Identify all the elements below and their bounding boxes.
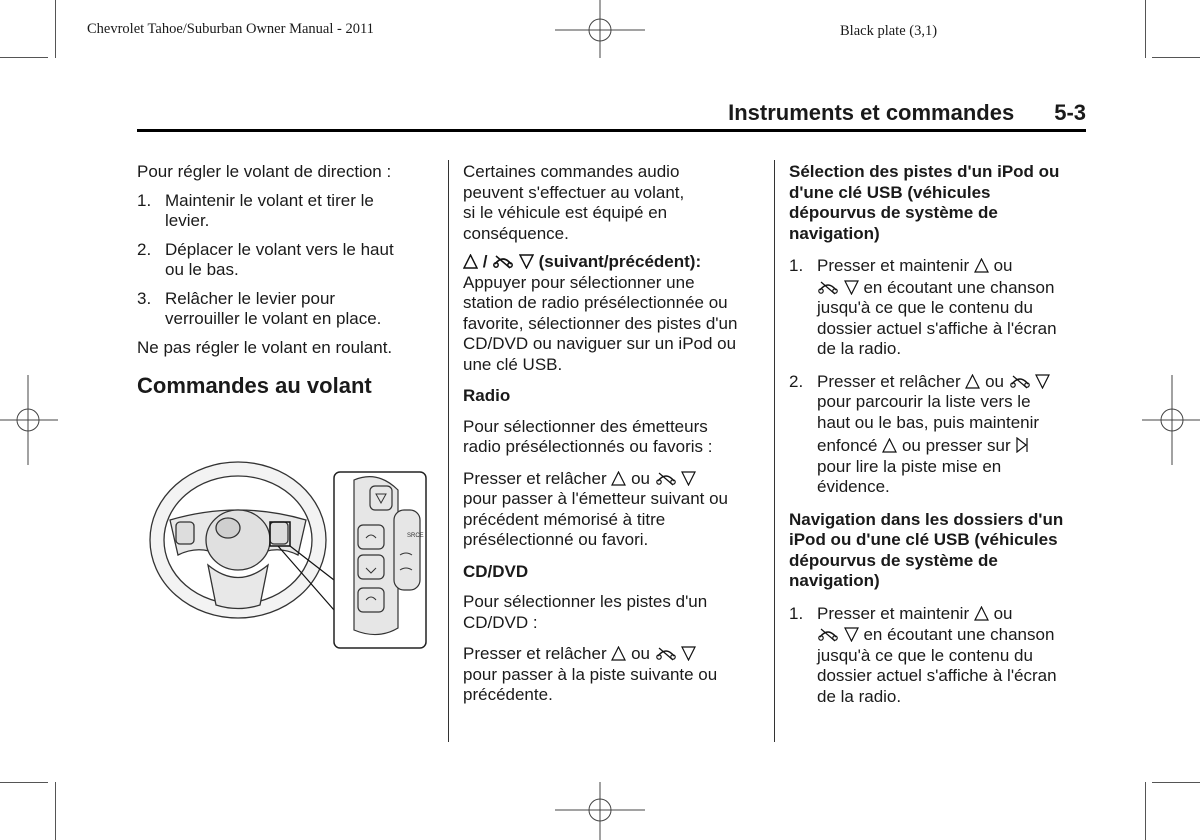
phone-mute-icon	[655, 471, 677, 486]
phone-mute-icon	[492, 254, 514, 269]
radio-press-text: Presser et relâcher ou	[463, 469, 768, 490]
column-divider	[448, 160, 449, 742]
column-2: Certaines commandes audio peuvent s'effectuer au volant, si le véhicule est équipé en conséquence. / (suivant/précédent): Appuyer pour sélectionner une station de radio présélectionnée ou favorite, sélectionner des pistes d'un CD/DVD ou naviguer sur un iPod ou une clé USB. Radio Pour sélectionner des émetteurs radio présélectionnés ou favoris : Presser et relâcher ou pour passer à l'émetteur suivant ou précédent mémorisé à titre présélectionné ou favori. CD/DVD Pour sélectionner les pistes d'un CD/DVD : Presser et relâcher ou pour passer à la piste suivante ou précédente.	[463, 162, 768, 706]
srce-button-label: SRCE	[407, 533, 424, 539]
page-number: 5-3	[1054, 100, 1086, 125]
radio-heading: Radio	[463, 386, 511, 405]
crop-mark	[1145, 782, 1146, 840]
crop-mark	[55, 782, 56, 840]
registration-mark-top	[555, 0, 645, 60]
play-pause-icon	[1015, 437, 1029, 453]
triangle-down-icon	[681, 471, 696, 486]
triangle-up-icon	[463, 254, 478, 269]
column-3	[789, 162, 1089, 707]
registration-mark-right	[1142, 375, 1200, 465]
manual-title: Chevrolet Tahoe/Suburban Owner Manual - 2011	[87, 21, 374, 37]
triangle-up-icon	[974, 606, 989, 621]
triangle-up-icon	[611, 471, 626, 486]
section-heading: Commandes au volant	[137, 373, 372, 398]
triangle-down-icon	[844, 627, 859, 642]
column-1	[137, 162, 437, 397]
crop-mark	[0, 57, 48, 58]
column-divider	[774, 160, 775, 742]
triangle-down-icon	[844, 280, 859, 295]
crop-mark	[1145, 0, 1146, 58]
page-header	[728, 100, 1086, 126]
triangle-down-icon	[519, 254, 534, 269]
list-item: 3. Relâcher le levier pour verrouiller le volant en place.	[137, 288, 382, 328]
chapter-title: Instruments et commandes	[728, 100, 1015, 125]
cd-heading: CD/DVD	[463, 561, 529, 581]
phone-mute-icon	[817, 627, 839, 642]
triangle-up-icon	[974, 258, 989, 273]
intro-text: Pour régler le volant de direction :	[137, 162, 392, 181]
list-item: 1. Maintenir le volant et tirer le levier.	[137, 190, 374, 230]
folder-navigation-heading: Navigation dans les dossiers d'un iPod ou d'une clé USB (véhicules dépourvus de système de navigation)	[789, 509, 1064, 590]
phone-mute-icon	[1009, 374, 1031, 389]
triangle-up-icon	[882, 438, 897, 453]
steps-list	[137, 191, 437, 330]
phone-mute-icon	[817, 280, 839, 295]
triangle-up-icon	[611, 646, 626, 661]
header-rule	[137, 129, 1086, 132]
registration-mark-left	[0, 375, 58, 465]
crop-mark	[1152, 782, 1200, 783]
crop-mark	[1152, 57, 1200, 58]
list-item: 2. Déplacer le volant vers le haut ou le bas.	[137, 239, 394, 279]
ipod-selection-heading: Sélection des pistes d'un iPod ou d'une clé USB (véhicules dépourvus de système de navigation)	[789, 162, 1060, 243]
warning-text: Ne pas régler le volant en roulant.	[137, 337, 393, 357]
triangle-up-icon	[965, 374, 980, 389]
list-item: 2. Presser et relâcher ou pour parcourir la liste vers le haut ou le bas, puis maintenir enfoncé ou presser sur pour lire la piste mise en évidence.	[789, 372, 1089, 498]
registration-mark-bottom	[555, 782, 645, 840]
plate-label: Black plate (3,1)	[840, 23, 938, 39]
cd-press-text: Presser et relâcher ou	[463, 644, 768, 665]
steering-wheel-illustration	[148, 440, 438, 650]
crop-mark	[0, 782, 48, 783]
triangle-down-icon	[1035, 374, 1050, 389]
list-item: 1. Presser et maintenir ou en écoutant une chanson jusqu'à ce que le contenu du dossier actuel s'affiche à l'écran de la radio.	[789, 256, 1057, 358]
crop-mark	[55, 0, 56, 58]
list-item: 1. Presser et maintenir ou en écoutant une chanson jusqu'à ce que le contenu du dossier actuel s'affiche à l'écran de la radio.	[789, 603, 1057, 706]
next-prev-heading: / (suivant/précédent):	[463, 252, 768, 273]
phone-mute-icon	[655, 646, 677, 661]
triangle-down-icon	[681, 646, 696, 661]
